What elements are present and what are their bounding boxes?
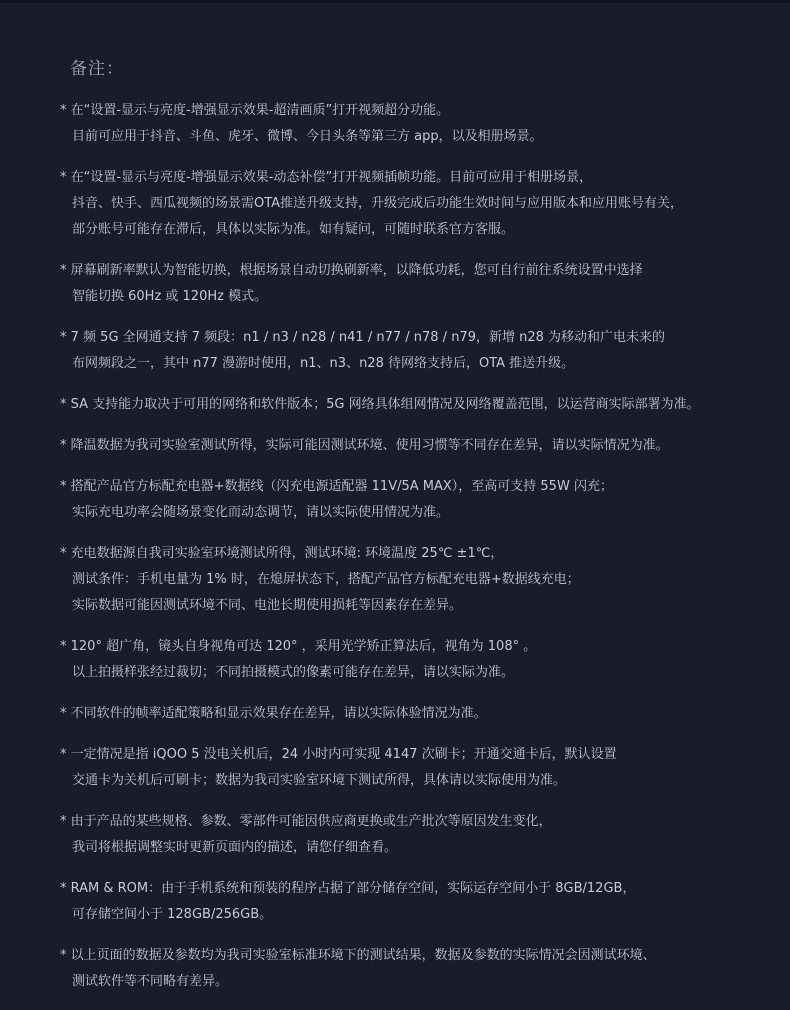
note-text-continued: 目前可应用于抖音、斗鱼、虎牙、微博、今日头条等第三方 app，以及相册场景。: [72, 129, 543, 144]
note-text: * 不同软件的帧率适配策略和显示效果存在差异，请以实际体验情况为准。: [60, 706, 487, 721]
note-text-continued: 可存储空间小于 128GB/256GB。: [72, 907, 273, 922]
top-divider: [0, 0, 790, 3]
note-text: * 在“设置-显示与亮度-增强显示效果-动态补偿”打开视频插帧功能。目前可应用于相册场景，: [60, 170, 593, 185]
note-item: [60, 258, 785, 310]
note-text-continued: 智能切换 60Hz 或 120Hz 模式。: [72, 289, 268, 304]
note-item: [60, 433, 785, 459]
note-text: * 在“设置-显示与亮度-增强显示效果-超清画质”打开视频超分功能。: [60, 103, 450, 118]
notes-list: [60, 98, 785, 1010]
note-text-continued: 交通卡为关机后可刷卡；数据为我司实验室环境下测试所得，具体请以实际使用为准。: [72, 773, 567, 788]
note-item: [60, 474, 785, 526]
note-text: * RAM & ROM：由于手机系统和预装的程序占据了部分储存空间，实际运存空间小于 8GB/12GB，: [60, 881, 636, 896]
note-item: [60, 742, 785, 794]
note-text: * 120° 超广角，镜头自身视角可达 120° ，采用光学矫正算法后，视角为 108° 。: [60, 639, 537, 654]
note-item: [60, 541, 785, 619]
page-title: 备注：: [70, 59, 124, 79]
note-item: [60, 634, 785, 686]
note-item: [60, 701, 785, 727]
note-text: * 7 频 5G 全网通支持 7 频段：n1 / n3 / n28 / n41 / n77 / n78 / n79，新增 n28 为移动和广电未来的: [60, 330, 666, 345]
note-text-continued: 实际充电功率会随场景变化而动态调节，请以实际使用情况为准。: [72, 505, 450, 520]
note-text: * 屏幕刷新率默认为智能切换，根据场景自动切换刷新率，以降低功耗，您可自行前往系统设置中选择: [60, 263, 643, 278]
note-text: * 由于产品的某些规格、参数、零部件可能因供应商更换或生产批次等原因发生变化，: [60, 814, 552, 829]
note-item: [60, 943, 785, 995]
note-text: * 充电数据源自我司实验室环境测试所得，测试环境: 环境温度 25℃ ±1℃，: [60, 546, 504, 561]
note-text: * 以上页面的数据及参数均为我司实验室标准环境下的测试结果，数据及参数的实际情况会因测试环境、: [60, 948, 656, 963]
note-text-continued: 抖音、快手、西瓜视频的场景需OTA推送升级支持，升级完成后功能生效时间与应用版本和应用账号有关，: [72, 196, 684, 211]
note-item: [60, 809, 785, 861]
note-text-continued: 实际数据可能因测试环境不同、电池长期使用损耗等因素存在差异。: [72, 598, 463, 613]
note-text-continued: 部分账号可能存在滞后，具体以实际为准。如有疑问，可随时联系官方客服。: [72, 222, 515, 237]
note-item: [60, 876, 785, 928]
note-item: [60, 98, 785, 150]
note-text-continued: 测试软件等不同略有差异。: [72, 974, 229, 989]
note-item: [60, 392, 785, 418]
note-text-continued: 布网频段之一，其中 n77 漫游时使用，n1、n3、n28 待网络支持后，OTA 推送升级。: [72, 356, 575, 371]
note-item: [60, 325, 785, 377]
note-text: * 一定情况是指 iQOO 5 没电关机后，24 小时内可实现 4147 次刷卡；开通交通卡后，默认设置: [60, 747, 617, 762]
note-text: * 搭配产品官方标配充电器+数据线（闪充电源适配器 11V/5A MAX），至高可支持 55W 闪充；: [60, 479, 613, 494]
note-text-continued: 测试条件：手机电量为 1% 时，在熄屏状态下，搭配产品官方标配充电器+数据线充电；: [72, 572, 580, 587]
note-text: * 降温数据为我司实验室测试所得，实际可能因测试环境、使用习惯等不同存在差异，请以实际情况为准。: [60, 438, 669, 453]
note-item: [60, 165, 785, 243]
note-text-continued: 以上拍摄样张经过裁切；不同拍摄模式的像素可能存在差异，请以实际为准。: [72, 665, 515, 680]
note-text: * SA 支持能力取决于可用的网络和软件版本；5G 网络具体组网情况及网络覆盖范围，以运营商实际部署为准。: [60, 397, 700, 412]
note-text-continued: 我司将根据调整实时更新页面内的描述，请您仔细查看。: [72, 840, 398, 855]
